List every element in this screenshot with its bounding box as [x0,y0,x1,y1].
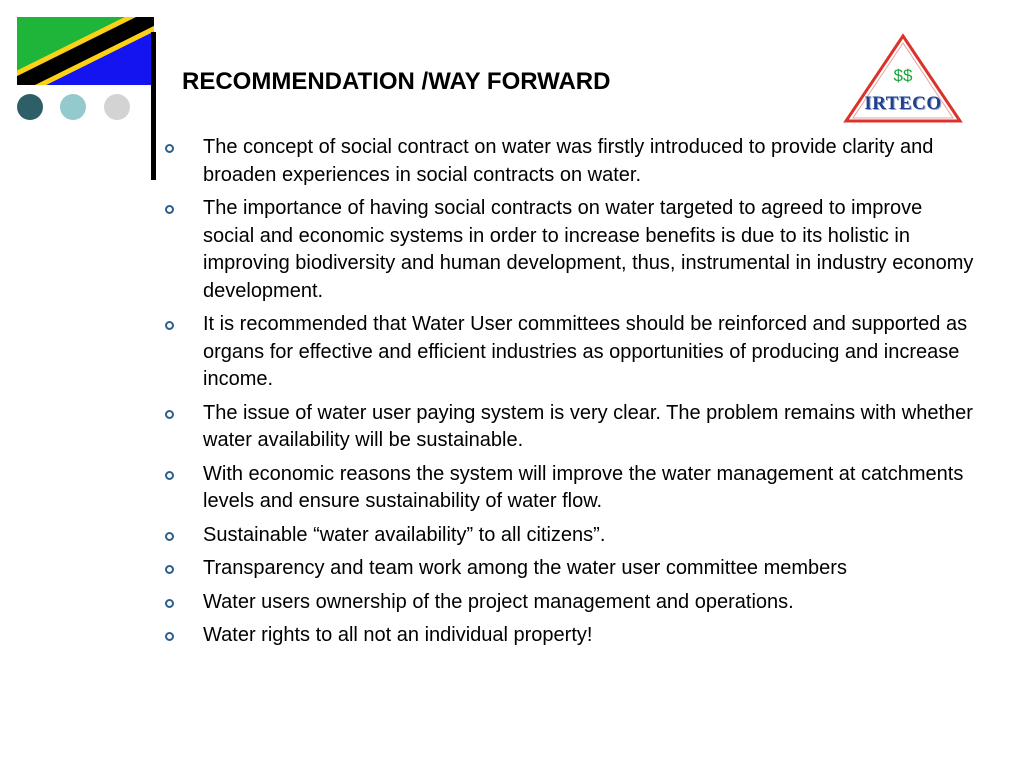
logo-name: IRTECO [864,93,942,114]
list-item [165,195,975,305]
list-item-text: With economic reasons the system will improve the water management at catchments levels and ensure sustainability of water flow. [203,462,964,512]
bullet-ring-icon [165,205,174,214]
list-item [165,311,975,394]
list-item-text: Sustainable “water availability” to all citizens”. [203,523,606,546]
bullet-ring-icon [165,471,174,480]
bullet-ring-icon [165,599,174,608]
list-item [165,589,975,617]
bullet-ring-icon [165,565,174,574]
list-item-text: The importance of having social contracts on water targeted to agreed to improve social and economic systems in order to increase benefits is due to its holistic in improving biodiversity and human development, thus, instrumental in industry economy development. [203,197,974,302]
decorative-dot-teal [60,94,86,120]
list-item-text: Water rights to all not an individual property! [203,624,593,646]
list-item-text: Water users ownership of the project management and operations. [203,590,794,613]
list-item-text: The issue of water user paying system is very clear. The problem remains with whether water availability will be sustainable. [203,401,973,451]
logo-currency-mark: $$ [893,66,913,85]
recommendation-list [165,134,975,656]
irteco-logo [843,33,963,125]
tanzania-flag-icon [17,17,154,85]
decorative-dot-dark [17,94,43,120]
list-item [165,461,975,516]
list-item [165,522,975,550]
decorative-dot-gray [104,94,130,120]
list-item [165,555,975,583]
bullet-ring-icon [165,410,174,419]
bullet-ring-icon [165,144,174,153]
vertical-accent-bar [151,32,156,180]
list-item-text: It is recommended that Water User committees should be reinforced and supported as organs for effective and efficient industries as opportunities of producing and increase income. [203,313,968,390]
list-item [165,400,975,455]
bullet-ring-icon [165,321,174,330]
bullet-ring-icon [165,632,174,641]
list-item-text: The concept of social contract on water was firstly introduced to provide clarity and broaden experiences in social contracts on water. [203,136,934,186]
list-item [165,134,975,189]
list-item [165,622,975,650]
list-item-text: Transparency and team work among the water user committee members [203,557,847,579]
slide-title: RECOMMENDATION /WAY FORWARD [182,68,611,95]
bullet-ring-icon [165,532,174,541]
